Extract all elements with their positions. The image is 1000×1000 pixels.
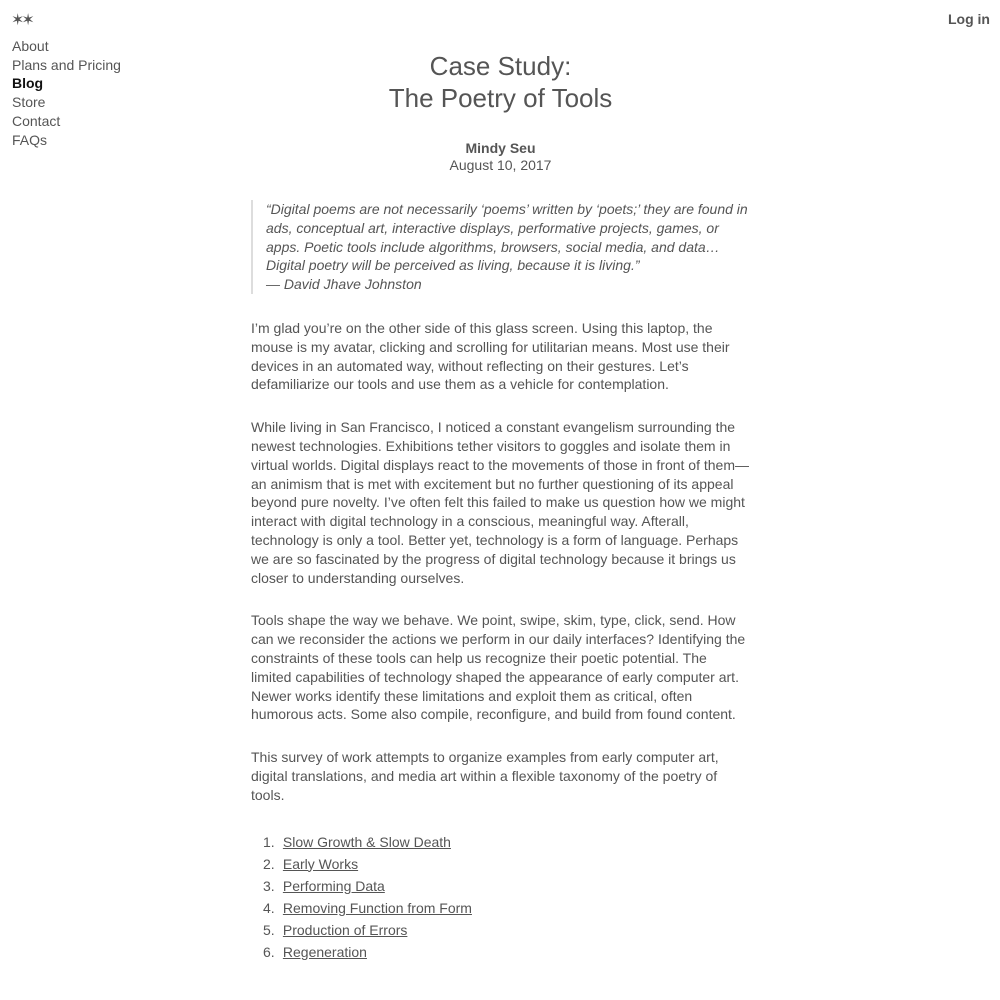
- toc-item: [263, 897, 750, 919]
- sidebar-item-plans-and-pricing[interactable]: Plans and Pricing: [12, 56, 121, 73]
- paragraph-2: While living in San Francisco, I noticed a constant evangelism surrounding the newest technologies. Exhibitions tether visitors to goggles and isolate them in virtual worlds. Digital displays react to the movements of those in front of them—an animism that is met with excitement but no further questioning of its appeal beyond pure novelty. I’ve often felt this failed to make us question how we might interact with digital technology in a conscious, meaningful way. Afterall, technology is only a tool. Better yet, technology is a form of language. Perhaps we are so fascinated by the progress of digital technology because it brings us closer to understanding ourselves.: [251, 419, 749, 586]
- toc-number: 1.: [263, 833, 275, 850]
- toc-item: [263, 941, 750, 963]
- toc-number: 5.: [263, 921, 275, 938]
- toc-link-slow-growth[interactable]: Slow Growth & Slow Death: [282, 833, 451, 850]
- asterisk-logo-icon[interactable]: ✶✶: [11, 10, 32, 29]
- toc-link-performing-data[interactable]: Performing Data: [282, 877, 385, 894]
- page-title: [251, 50, 750, 114]
- toc-item: [263, 919, 750, 941]
- paragraph-3: Tools shape the way we behave. We point, swipe, skim, type, click, send. How can we reconsider the actions we perform in our daily interfaces? Identifying the constraints of these tools can help us recognize their poetic potential. The limited capabilities of technology shaped the appearance of early computer art. Newer works identify these limitations and exploit them as critical, often humorous acts. Some also compile, reconfigure, and build from found content.: [251, 612, 746, 723]
- sidebar-item-faqs[interactable]: FAQs: [12, 131, 48, 148]
- epigraph-quote: [251, 200, 750, 294]
- publish-date: August 10, 2017: [449, 157, 552, 173]
- quote-text: “Digital poems are not necessarily ‘poems’ written by ‘poets;’ they are found in ads, conceptual art, interactive displays, performative projects, games, or apps. Poetic tools include algorithms, browsers, social media, and data… Digital poetry will be perceived as living, because it is living.”: [266, 201, 748, 274]
- toc-item: [263, 831, 750, 853]
- title-line-1: Case Study:: [429, 51, 572, 81]
- toc-number: 2.: [263, 855, 275, 872]
- toc-number: 3.: [263, 877, 275, 894]
- toc-item: [263, 875, 750, 897]
- sidebar-nav: [12, 37, 212, 149]
- toc-item: [263, 853, 750, 875]
- paragraph-4: This survey of work attempts to organize examples from early computer art, digital translations, and media art within a flexible taxonomy of the poetry of tools.: [251, 749, 719, 803]
- toc-number: 6.: [263, 943, 275, 960]
- paragraph-1: I’m glad you’re on the other side of this glass screen. Using this laptop, the mouse is my avatar, clicking and scrolling for utilitarian means. Most use their devices in an automated way, without reflecting on their gestures. Let’s defamiliarize our tools and use them as a vehicle for contemplation.: [251, 319, 730, 393]
- byline: [251, 140, 750, 174]
- toc-link-removing-function[interactable]: Removing Function from Form: [282, 899, 472, 916]
- toc-link-production-of-errors[interactable]: Production of Errors: [282, 921, 408, 938]
- author-name: Mindy Seu: [465, 140, 536, 156]
- table-of-contents: [251, 831, 750, 963]
- sidebar-item-contact[interactable]: Contact: [12, 112, 61, 129]
- quote-attribution: — David Jhave Johnston: [266, 276, 422, 293]
- toc-link-regeneration[interactable]: Regeneration: [282, 943, 367, 960]
- sidebar-item-blog[interactable]: Blog: [12, 75, 44, 92]
- sidebar-item-store[interactable]: Store: [12, 94, 46, 111]
- toc-link-early-works[interactable]: Early Works: [282, 855, 359, 872]
- article: [251, 50, 750, 1000]
- sidebar-item-about[interactable]: About: [12, 38, 49, 54]
- title-line-2: The Poetry of Tools: [388, 83, 613, 113]
- login-link[interactable]: Log in: [948, 11, 990, 27]
- toc-number: 4.: [263, 899, 275, 916]
